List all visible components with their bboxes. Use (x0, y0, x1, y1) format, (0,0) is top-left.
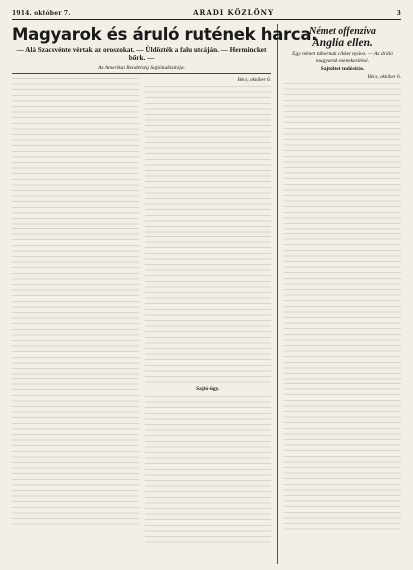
columns (12, 24, 401, 564)
main-subheadline: — Alá Szacsvénte vértak az oroszokat. — Üldözték a falu utcáján. — Hermincket bőrk. — (16, 46, 267, 63)
side-article (278, 24, 401, 564)
issue-date: 1914. október 7. (12, 10, 71, 17)
side-dateline: Bécs, október 6. (367, 73, 401, 80)
side-subheadline: Egy német tábornak cikket nyúva. — Az dráló magyarok menekesítésé. (292, 51, 393, 64)
text-block (12, 226, 139, 376)
text-block (145, 234, 272, 384)
side-headline-line2: Anglia ellen. (312, 37, 373, 49)
side-headline-line1: Német offenzíva (309, 26, 376, 37)
masthead-rule (12, 19, 401, 20)
main-byline: Az Amerikai Rendelség Sajtótudósítója. (98, 64, 185, 71)
side-byline: Sajtóitet tudósítás. (320, 65, 365, 72)
headline-divider (12, 73, 271, 74)
main-col-1 (12, 76, 139, 544)
page-number: 3 (396, 10, 401, 17)
text-block (284, 231, 401, 381)
main-dateline: Bécs, október 6. (237, 76, 271, 83)
text-block (12, 76, 139, 226)
text-block (284, 81, 401, 231)
masthead (12, 8, 401, 17)
text-block (284, 381, 401, 531)
main-headline: Magyarok és áruló rutének harca. (12, 25, 318, 44)
main-article (12, 24, 318, 564)
paper-title: ARADI KÖZLÖNY (193, 8, 275, 17)
main-col-2 (145, 76, 272, 544)
text-block (145, 394, 272, 544)
text-block (145, 84, 272, 234)
main-text-columns (12, 76, 271, 544)
text-block (12, 376, 139, 526)
press-subhead: Sajtó-ügy. (196, 385, 220, 392)
